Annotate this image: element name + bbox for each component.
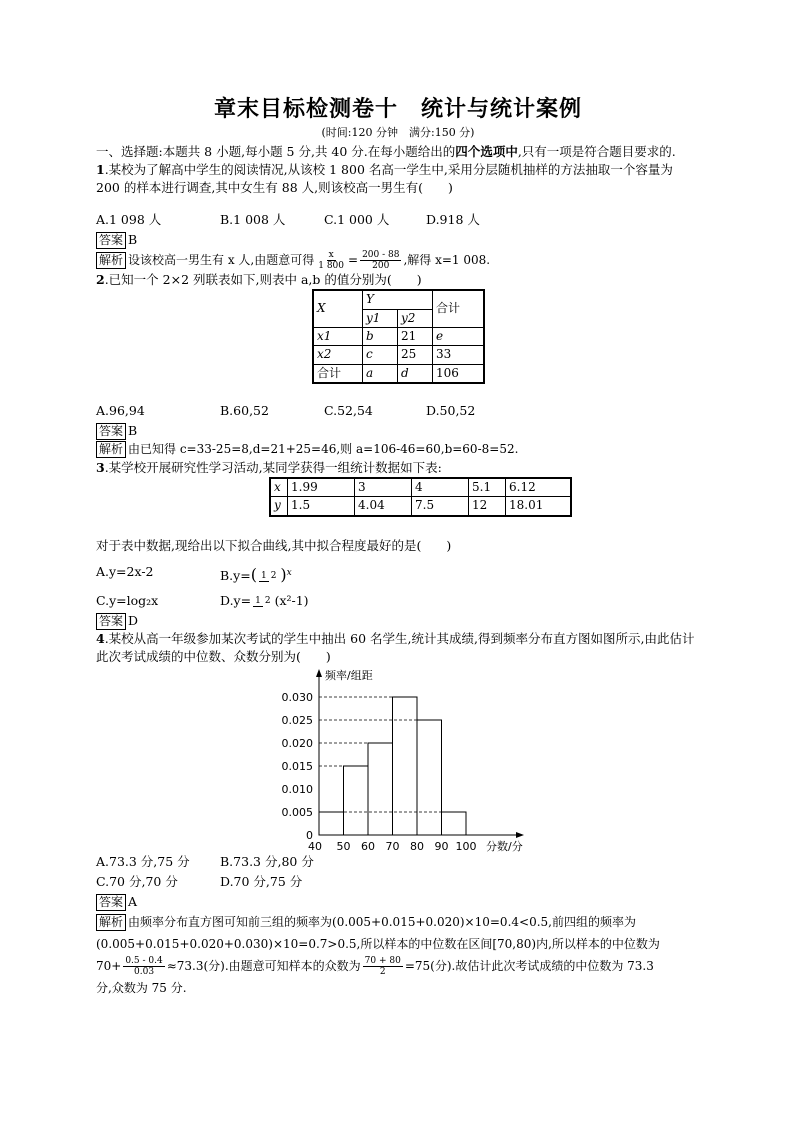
q4-stem: 4.某校从高一年级参加某次考试的学生中抽出 60 名学生,统计其成绩,得到频率分布直方图如图所示,由此估计此次考试成绩的中位数、众数分别为( ) bbox=[96, 631, 695, 665]
option-a: A.y=2x-2 bbox=[96, 563, 154, 579]
explain-tag: 解析 bbox=[96, 441, 126, 458]
histogram-bar bbox=[393, 697, 418, 835]
frequency-histogram bbox=[96, 667, 700, 853]
header-x: X bbox=[313, 290, 363, 327]
y-axis-label: 频率/组距 bbox=[325, 668, 373, 682]
option-d: D.70 分,75 分 bbox=[220, 873, 303, 889]
y-tick-label: 0.020 bbox=[281, 736, 313, 750]
q1-explain: 解析 设该校高一男生有 x 人,由题意可得 $\frac{x}{1 800}$ = $\frac{200 - 88}{200}$ ,解得 x=1 008. bbox=[96, 250, 700, 271]
y-axis-arrow bbox=[316, 669, 322, 677]
q3-options-ab bbox=[96, 563, 700, 586]
option-a: A.1 098 人 bbox=[96, 211, 162, 227]
y-tick-label: 0.010 bbox=[281, 782, 313, 796]
q4-answer: 答案 A bbox=[96, 893, 700, 911]
histogram-bar bbox=[442, 812, 467, 835]
option-b: B.1 008 人 bbox=[220, 211, 286, 227]
fraction: $\frac{0.5 - 0.4}{0.03}$ bbox=[125, 955, 163, 977]
q2-options bbox=[96, 402, 700, 420]
table-row: y 1.5 4.04 7.5 12 18.01 bbox=[270, 497, 571, 516]
y-tick-label: 0.025 bbox=[281, 713, 313, 727]
explain-tag: 解析 bbox=[96, 914, 126, 931]
q3-options-cd bbox=[96, 592, 700, 610]
fraction: $\frac{70 + 80}{2}$ bbox=[364, 955, 401, 977]
header-y2: y2 bbox=[398, 309, 433, 327]
q2-stem: 2.已知一个 2×2 列联表如下,则表中 a,b 的值分别为( ) bbox=[96, 272, 422, 288]
q4-options-ab bbox=[96, 853, 700, 871]
q4-options-cd bbox=[96, 873, 700, 891]
y-tick-label: 0 bbox=[306, 828, 313, 842]
answer-tag: 答案 bbox=[96, 613, 126, 630]
histogram-bar bbox=[344, 766, 369, 835]
y-tick-label: 0.030 bbox=[281, 690, 313, 704]
x-tick-label: 100 bbox=[455, 839, 477, 853]
answer-tag: 答案 bbox=[96, 894, 126, 911]
x-tick-label: 90 bbox=[434, 839, 449, 853]
histogram-bar bbox=[319, 812, 344, 835]
table-row: 合计 a d 106 bbox=[313, 364, 484, 383]
option-b: B.60,52 bbox=[220, 403, 269, 419]
table-row: x1 b 21 e bbox=[313, 328, 484, 346]
table-row: x2 c 25 33 bbox=[313, 346, 484, 364]
option-c: C.52,54 bbox=[324, 403, 373, 419]
y-tick-label: 0.005 bbox=[281, 805, 313, 819]
fraction: $\frac{200 - 88}{200}$ bbox=[362, 250, 400, 272]
q1-stem: 1.某校为了解高中学生的阅读情况,从该校 1 800 名高一学生中,采用分层随机抽样的方法抽取一个容量为 200 的样本进行调查,其中女生有 88 人,则该校高一男生有( ) bbox=[96, 161, 673, 195]
option-b: B.73.3 分,80 分 bbox=[220, 853, 314, 869]
histogram-bar bbox=[368, 743, 393, 835]
option-c: C.70 分,70 分 bbox=[96, 873, 178, 889]
option-c: C.1 000 人 bbox=[324, 211, 390, 227]
x-tick-label: 50 bbox=[336, 839, 351, 853]
fraction: $\frac{x}{1 800}$ bbox=[318, 250, 344, 272]
q3-stem: 3.某学校开展研究性学习活动,某同学获得一组统计数据如下表: bbox=[96, 459, 442, 475]
header-y: Y bbox=[363, 290, 433, 309]
explain-tag: 解析 bbox=[96, 252, 126, 269]
option-d: D.918 人 bbox=[426, 211, 480, 227]
contingency-table bbox=[312, 289, 485, 384]
section-intro: 一、选择题:本题共 8 小题,每小题 5 分,共 40 分.在每小题给出的四个选项中,只有一项是符合题目要求的. bbox=[96, 143, 676, 159]
q1-options bbox=[96, 211, 700, 229]
option-a: A.96,94 bbox=[96, 403, 145, 419]
histogram-bar bbox=[417, 720, 442, 835]
q4-explain: 解析 由频率分布直方图可知前三组的频率为(0.005+0.015+0.020)×10=0.4<0.5,前四组的频率为 (0.005+0.015+0.020+0.030)×10=0.7>0.5,所以样本的中位数在区间[70,80)内,所以样本的中位数为 70+ $\frac{0.5 - 0.4}{0.03}$ ≈73.3(分).由题意可知样本的众数为 $\frac{70 + 80}{2}$ =75(分).故估计此次考试成绩的中位数为 73.3 分,众数为 75 分. bbox=[96, 914, 660, 995]
option-b: B.y=( 1 2 )$^x$ bbox=[220, 564, 292, 584]
x-axis-label: 分数/分 bbox=[486, 839, 523, 853]
header-total: 合计 bbox=[433, 290, 485, 327]
answer-tag: 答案 bbox=[96, 232, 126, 249]
option-a: A.73.3 分,75 分 bbox=[96, 853, 190, 869]
x-tick-label: 60 bbox=[361, 839, 375, 853]
q2-explain: 解析 由已知得 c=33-25=8,d=21+25=46,则 a=106-46=60,b=60-8=52. bbox=[96, 441, 700, 458]
q3-question: 对于表中数据,现给出以下拟合曲线,其中拟合程度最好的是( ) bbox=[96, 537, 452, 553]
data-table bbox=[269, 477, 572, 517]
y-tick-label: 0.015 bbox=[281, 759, 313, 773]
x-tick-label: 70 bbox=[385, 839, 400, 853]
x-tick-label: 80 bbox=[410, 839, 424, 853]
header-y1: y1 bbox=[363, 309, 398, 327]
option-d: D.y= 1 2 (x²-1) bbox=[220, 593, 309, 609]
x-tick-label: 40 bbox=[308, 839, 322, 853]
q2-answer: 答案 B bbox=[96, 422, 700, 440]
page-title: 章末目标检测卷十 统计与统计案例 bbox=[213, 97, 582, 122]
document-page bbox=[96, 96, 700, 999]
table-row: x 1.99 3 4 5.1 6.12 bbox=[270, 478, 571, 497]
page-subtitle: (时间:120 分钟 满分:150 分) bbox=[321, 125, 475, 139]
option-c: C.y=log₂x bbox=[96, 593, 159, 609]
answer-tag: 答案 bbox=[96, 423, 126, 440]
x-axis-arrow bbox=[516, 832, 524, 838]
option-d: D.50,52 bbox=[426, 403, 476, 419]
q3-answer: 答案 D bbox=[96, 612, 700, 630]
q1-answer: 答案 B bbox=[96, 231, 700, 249]
